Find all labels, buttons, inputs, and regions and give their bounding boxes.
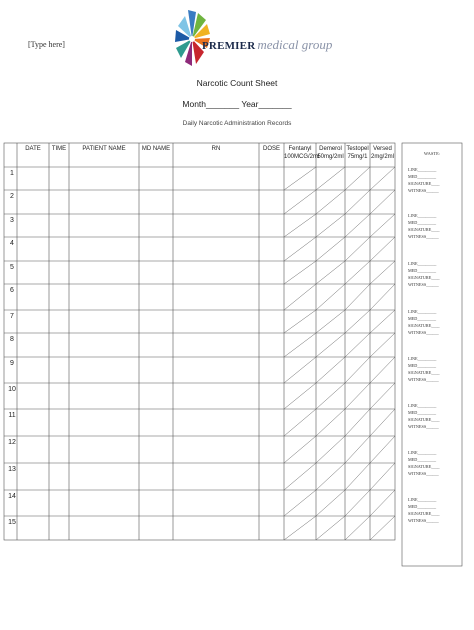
col-header-demerol <box>316 145 345 161</box>
waste-signature-field[interactable]: SIGNATURE____ <box>408 417 440 422</box>
waste-med-field[interactable]: MED_________ <box>408 410 437 415</box>
fentanyl-strength: 100MCG/2ml <box>284 154 320 160</box>
waste-line-field[interactable]: LINE_________ <box>408 309 437 314</box>
waste-witness-field[interactable]: WITNESS______ <box>408 424 439 429</box>
waste-med-field[interactable]: MED_________ <box>408 316 437 321</box>
waste-entry[interactable] <box>408 496 458 524</box>
col-header-testopel <box>345 145 370 161</box>
month-year-field[interactable]: Month_______ Year_______ <box>182 99 292 109</box>
logo-premier-text: PREMIER <box>202 40 256 52</box>
waste-entry[interactable] <box>408 355 458 383</box>
waste-signature-field[interactable]: SIGNATURE____ <box>408 370 440 375</box>
waste-witness-field[interactable]: WITNESS______ <box>408 377 439 382</box>
col-header-time: TIME <box>51 146 67 152</box>
row-number: 7 <box>10 313 14 320</box>
row-number: 9 <box>10 360 14 367</box>
versed-name: Versed <box>373 146 392 152</box>
waste-entry[interactable] <box>408 308 458 336</box>
waste-line-field[interactable]: LINE_________ <box>408 261 437 266</box>
row-number: 11 <box>8 412 16 419</box>
waste-line-field[interactable]: LINE_________ <box>408 403 437 408</box>
row-number: 4 <box>10 240 14 247</box>
testopel-name: Testopel <box>346 146 369 152</box>
row-number: 6 <box>10 287 14 294</box>
waste-signature-field[interactable]: SIGNATURE____ <box>408 511 440 516</box>
fentanyl-name: Fentanyl <box>288 146 312 152</box>
col-header-date: DATE <box>25 146 41 152</box>
type-here-placeholder: [Type here] <box>28 40 65 49</box>
waste-med-field[interactable]: MED_________ <box>408 504 437 509</box>
waste-signature-field[interactable]: SIGNATURE____ <box>408 464 440 469</box>
demerol-strength: 50mg/2ml <box>317 154 344 160</box>
waste-entry[interactable] <box>408 260 458 288</box>
waste-title: WASTE: <box>423 151 441 156</box>
waste-entry[interactable] <box>408 402 458 430</box>
versed-strength: 2mg/2ml <box>370 154 394 160</box>
waste-signature-field[interactable]: SIGNATURE____ <box>408 181 440 186</box>
row-number: 2 <box>10 193 14 200</box>
col-header-rn: RN <box>211 146 221 152</box>
col-header-versed <box>370 145 395 161</box>
row-number: 10 <box>8 386 16 393</box>
waste-med-field[interactable]: MED_________ <box>408 457 437 462</box>
waste-entry[interactable] <box>408 449 458 477</box>
waste-witness-field[interactable]: WITNESS______ <box>408 471 439 476</box>
waste-witness-field[interactable]: WITNESS______ <box>408 518 439 523</box>
waste-med-field[interactable]: MED_________ <box>408 363 437 368</box>
waste-line-field[interactable]: LINE_________ <box>408 167 437 172</box>
col-header-md-name: MD NAME <box>141 146 171 152</box>
waste-entry[interactable] <box>408 166 458 194</box>
row-number: 3 <box>10 217 14 224</box>
logo-medical-group-text: medical group <box>257 37 333 52</box>
sheet-subtitle: Daily Narcotic Administration Records <box>182 120 292 127</box>
waste-line-field[interactable]: LINE_________ <box>408 213 437 218</box>
waste-witness-field[interactable]: WITNESS______ <box>408 282 439 287</box>
col-header-patient-name: PATIENT NAME <box>82 146 126 152</box>
col-header-dose: DOSE <box>262 146 280 152</box>
row-number: 13 <box>8 466 16 473</box>
row-number: 12 <box>8 439 16 446</box>
waste-line-field[interactable]: LINE_________ <box>408 450 437 455</box>
waste-med-field[interactable]: MED_________ <box>408 268 437 273</box>
waste-med-field[interactable]: MED_________ <box>408 220 437 225</box>
row-number: 14 <box>8 493 16 500</box>
waste-line-field[interactable]: LINE_________ <box>408 497 437 502</box>
waste-signature-field[interactable]: SIGNATURE____ <box>408 323 440 328</box>
demerol-name: Demerol <box>319 146 342 152</box>
row-number: 8 <box>10 336 14 343</box>
waste-line-field[interactable]: LINE_________ <box>408 356 437 361</box>
waste-signature-field[interactable]: SIGNATURE____ <box>408 227 440 232</box>
col-header-fentanyl <box>284 145 320 161</box>
row-number: 15 <box>8 519 16 526</box>
waste-witness-field[interactable]: WITNESS______ <box>408 234 439 239</box>
waste-entry[interactable] <box>408 212 458 240</box>
waste-signature-field[interactable]: SIGNATURE____ <box>408 275 440 280</box>
testopel-strength: 75mg/1 <box>347 154 368 160</box>
row-number: 1 <box>10 170 14 177</box>
waste-med-field[interactable]: MED_________ <box>408 174 437 179</box>
sheet-title: Narcotic Count Sheet <box>196 78 278 88</box>
waste-witness-field[interactable]: WITNESS______ <box>408 330 439 335</box>
row-number: 5 <box>10 264 14 271</box>
waste-witness-field[interactable]: WITNESS______ <box>408 188 439 193</box>
